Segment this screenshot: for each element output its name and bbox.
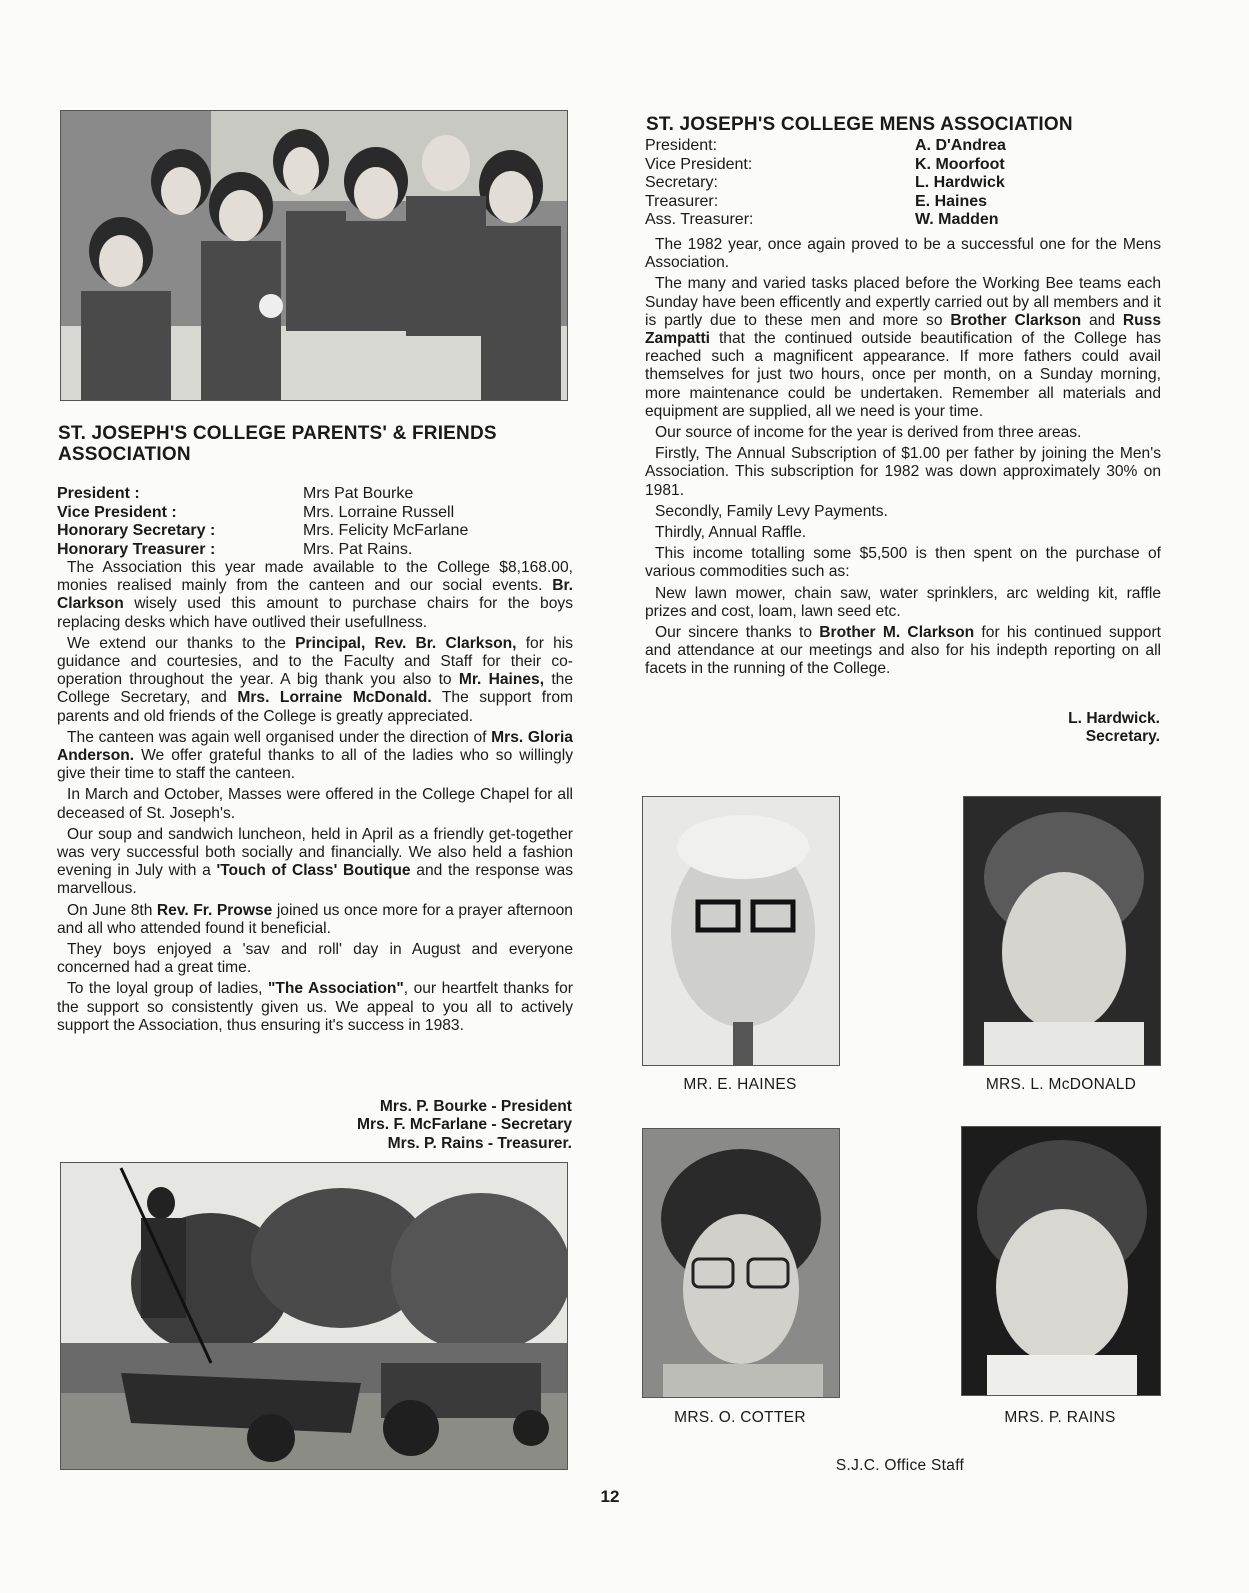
- page-number: 12: [600, 1487, 620, 1506]
- officer-row: Vice President: K. Moorfoot: [645, 155, 1005, 173]
- signature-title: Secretary.: [1085, 728, 1160, 746]
- bold-name: Mrs. Gloria Anderson.: [57, 728, 573, 765]
- association-ladies-photo: [60, 110, 568, 401]
- bold-name: Rev. Fr. Prowse: [156, 901, 273, 919]
- paragraph: In March and October, Masses were offered in the College Chapel for all deceased of St. Joseph's.: [57, 786, 573, 822]
- signature-secretary: Mrs. F. McFarlane - Secretary: [357, 1116, 572, 1134]
- paragraph: The canteen was again well organised under the direction of Mrs. Gloria Anderson. We offer grateful thanks to all of the ladies who so willingly give their time to staff the canteen.: [57, 728, 573, 783]
- paragraph: We extend our thanks to the Principal, Rev. Br. Clarkson, for his guidance and courtesies, and to the Faculty and Staff for their co-operation throughout the year. A big thank you also to Mr. Haines, the College Secretary, and Mrs. Lorraine McDonald. The support from parents and old friends of the College is greatly appreciated.: [57, 634, 573, 725]
- officer-row: Ass. Treasurer: W. Madden: [645, 211, 999, 228]
- officer-row: Vice President : Mrs. Lorraine Russell: [57, 503, 455, 521]
- paragraph: To the loyal group of ladies, "The Association", our heartfelt thanks for the support so consistently given us. We appeal to you all to actively support the Association, thus ensuring it's success in 1983.: [57, 980, 574, 1034]
- officer-row: Secretary: L. Hardwick: [645, 174, 1005, 191]
- paragraph: The many and varied tasks placed before the Working Bee teams each Sunday have been efficently and expertly carried out by all members and it is partly due to these men and more so Brother Clarkson and Russ Zampatti that the continued outside beautification of the College has reached such a magnificent appearance. If more fathers could avail themselves for just two hours, once per month, on a Sunday morning, more maintenance could be undertaken. Remember all materials and equipment are supplied, all we need is your time.: [645, 275, 1161, 420]
- paragraph: Secondly, Family Levy Payments.: [655, 502, 888, 520]
- paragraph: Our soup and sandwich luncheon, held in April as a friendly get-together was very successful both socially and financially. We also held a fashion evening in July with a 'Touch of Class' Boutique and the response was marvellous.: [57, 825, 574, 898]
- paragraph: Firstly, The Annual Subscription of $1.00 per father by joining the Men's Association. This subscription for 1982 was down approximately 30% on 1981.: [645, 445, 1161, 499]
- bold-name: Mrs. Lorraine McDonald.: [237, 689, 432, 707]
- bold-name: Brother Clarkson: [950, 311, 1082, 329]
- parents-report-body: [57, 559, 573, 1038]
- bold-name: Brother M. Clarkson: [819, 624, 975, 642]
- parents-signatures: [200, 1098, 572, 1153]
- officer-row: Honorary Treasurer : Mrs. Pat Rains.: [57, 540, 413, 558]
- officer-row: Honorary Secretary : Mrs. Felicity McFarlane: [57, 522, 469, 539]
- paragraph: The 1982 year, once again proved to be a successful one for the Mens Association.: [645, 236, 1161, 272]
- signature-president: Mrs. P. Bourke - President: [379, 1098, 572, 1115]
- signature-treasurer: Mrs. P. Rains - Treasurer.: [387, 1134, 572, 1152]
- bold-name: 'Touch of Class' Boutique: [216, 862, 411, 880]
- signature-name: L. Hardwick.: [1068, 710, 1160, 727]
- working-bee-mower-photo: [60, 1162, 568, 1470]
- officer-row: President : Mrs Pat Bourke: [57, 485, 414, 502]
- paragraph: Our source of income for the year is derived from three areas.: [655, 424, 1082, 442]
- paragraph: Thirdly, Annual Raffle.: [655, 524, 807, 542]
- portrait-rains-photo: [961, 1126, 1161, 1396]
- paragraph: Our sincere thanks to Brother M. Clarkson for his continued support and attendance at our meetings and also for his indepth reporting on all facets in the running of the College.: [645, 624, 1161, 678]
- paragraph: The Association this year made available to the College $8,168.00, monies realised mainly from the canteen and our social events. Br. Clarkson wisely used this amount to purchase chairs for the boys replacing desks which have outlived their usefullness.: [57, 559, 573, 631]
- bold-name: Br. Clarkson: [57, 577, 573, 613]
- parents-title-line2: ASSOCIATION: [58, 444, 191, 465]
- parents-title-line1: ST. JOSEPH'S COLLEGE PARENTS' & FRIENDS: [58, 423, 497, 444]
- bold-name: Russ Zampatti: [645, 311, 1161, 348]
- caption-mcdonald: MRS. L. McDONALD: [985, 1076, 1137, 1093]
- mens-signature: [900, 710, 1160, 747]
- parents-association-title: [58, 423, 578, 465]
- officer-row: President: A. D'Andrea: [645, 137, 1006, 154]
- caption-rains: MRS. P. RAINS: [1004, 1409, 1116, 1426]
- mens-officers-list: [645, 137, 1165, 230]
- caption-cotter: MRS. O. COTTER: [674, 1409, 806, 1426]
- paragraph: On June 8th Rev. Fr. Prowse joined us once more for a prayer afternoon and all who attended found it beneficial.: [57, 901, 573, 937]
- officer-row: Treasurer: E. Haines: [645, 192, 988, 210]
- office-staff-caption: S.J.C. Office Staff: [835, 1457, 965, 1474]
- mens-report-body: [645, 236, 1161, 682]
- bold-name: Mr. Haines,: [458, 671, 545, 689]
- portrait-mcdonald-photo: [963, 796, 1161, 1066]
- parents-officers-list: [57, 485, 577, 559]
- bold-name: "The Association": [267, 980, 404, 998]
- caption-haines: MR. E. HAINES: [683, 1076, 797, 1093]
- paragraph: New lawn mower, chain saw, water sprinklers, arc welding kit, raffle prizes and cost, loam, lawn seed etc.: [645, 584, 1161, 620]
- paragraph: They boys enjoyed a 'sav and roll' day in August and everyone concerned had a great time.: [57, 941, 573, 977]
- bold-name: Principal, Rev. Br. Clarkson,: [295, 634, 517, 652]
- mens-association-title: ST. JOSEPH'S COLLEGE MENS ASSOCIATION: [646, 114, 1073, 135]
- paragraph: This income totalling some $5,500 is then spent on the purchase of various commodities such as:: [645, 545, 1161, 581]
- portrait-haines-photo: [642, 796, 840, 1066]
- portrait-cotter-photo: [642, 1128, 840, 1398]
